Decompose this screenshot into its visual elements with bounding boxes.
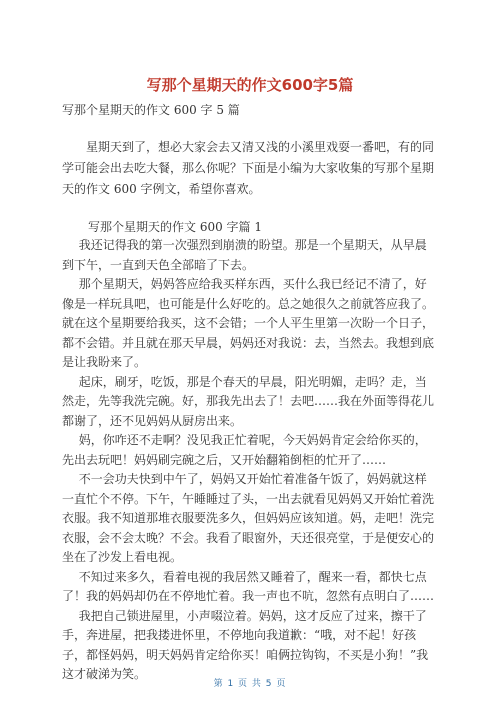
essay-paragraph: 不一会功夫快到中午了，妈妈又开始忙着准备午饭了，妈妈就这样一直忙个不停。下午，午睡睡过了头，一出去就看见妈妈又开始忙着洗衣服。我不知道那堆衣服要洗多久，但妈妈应该知道。妈，走吧！洗完衣服，会不会太晚？不会。我看了眼窗外，天还很亮堂，于是便安心的坐在了沙发上看电视。 xyxy=(62,472,435,564)
essay-paragraph: 起床，刷牙，吃饭，那是个春天的早晨，阳光明媚，走吗？走，当然走，先等我洗完碗。好，那我先出去了！去吧……我在外面等得花儿都谢了，还不见妈妈从厨房出来。 xyxy=(62,374,435,428)
document-subtitle: 写那个星期天的作文 600 字 5 篇 xyxy=(62,103,240,117)
section-heading: 写那个星期天的作文 600 字篇 1 xyxy=(88,220,262,234)
essay-body xyxy=(62,236,438,685)
page-footer: 第 1 页 共 5 页 xyxy=(213,679,287,689)
essay-paragraph: 那个星期天，妈妈答应给我买样东西，买什么我已经记不清了，好像是一样玩具吧，也可能是什么好吃的。总之她很久之前就答应我了。就在这个星期要给我买，这不会错；一个人平生里第一次盼一个日子，都不会错。并且就在那天早晨，妈妈还对我说：去，当然去。我想到底是让我盼来了。 xyxy=(62,277,435,369)
intro-paragraph: 星期天到了，想必大家会去又清又浅的小溪里戏耍一番吧，有的同学可能会出去吃大餐，那么你呢？下面是小编为大家收集的写那个星期天的作文 600 字例文，希望你喜欢。 xyxy=(62,140,435,196)
essay-paragraph: 不知过来多久，看着电视的我居然又睡着了，醒来一看，都快七点了！我的妈妈却仍在不停地忙着。我一声也不吭，忽然有点明白了…… xyxy=(62,569,435,603)
essay-paragraph: 我把自己锁进屋里，小声啜泣着。妈妈，这才反应了过来，擦干了手，奔进屋，把我搂进怀里，不停地向我道歉：“哦，对不起！好孩子，都怪妈妈，明天妈妈肯定给你买！咱俩拉钩钩，不买是小狗！”我这才破涕为笑。 xyxy=(62,608,429,681)
essay-paragraph: 我还记得我的第一次强烈到崩溃的盼望。那是一个星期天，从早晨到下午，一直到天色全部暗了下去。 xyxy=(62,238,427,272)
essay-paragraph: 妈，你咋还不走啊？没见我正忙着呢，今天妈妈肯定会给你买的，先出去玩吧！妈妈刷完碗之后，又开始翻箱倒柜的忙开了…… xyxy=(62,433,427,467)
document-title: 写那个星期天的作文600字5篇 xyxy=(146,76,354,94)
